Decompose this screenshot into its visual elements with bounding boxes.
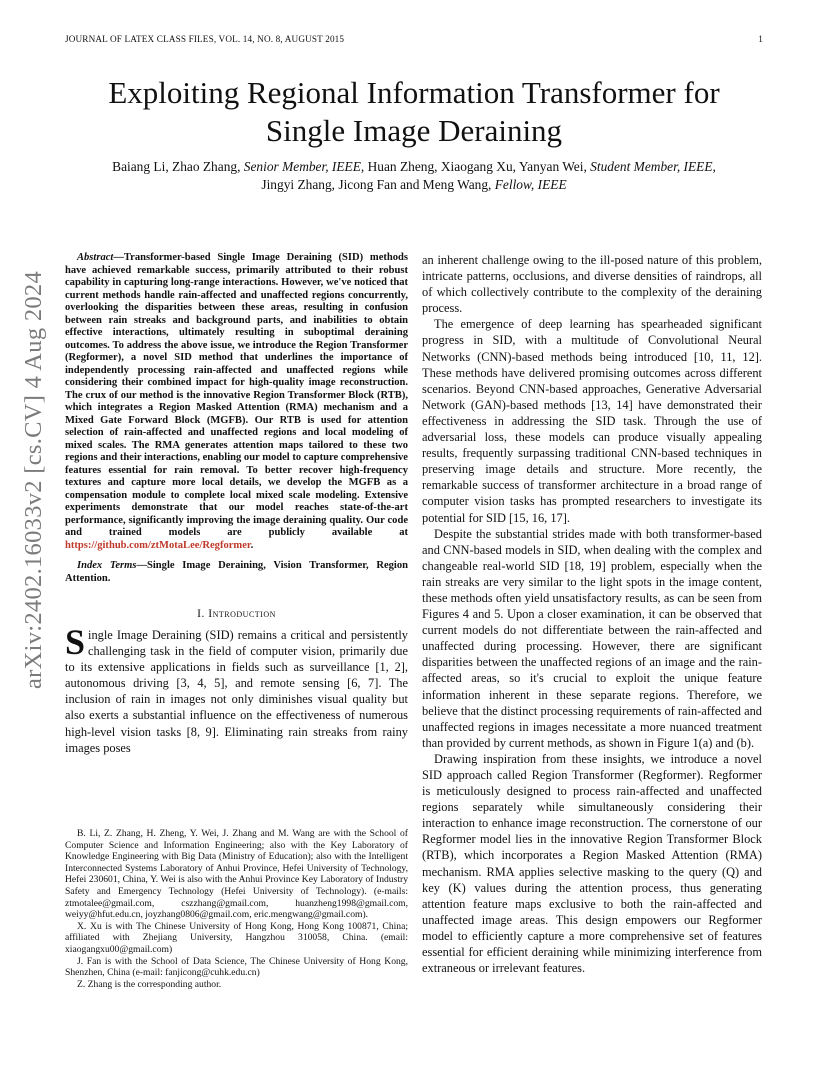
dropcap-letter: S: [65, 622, 86, 662]
index-terms-text: —Single Image Deraining, Vision Transformer, Region Attention.: [65, 560, 408, 584]
right-paragraph-1: The emergence of deep learning has spearheaded significant progress in SID, with a multitude of Convolutional Neural Networks (CNN)-based methods being introduced [10, 11, 12]. These methods have delivered promising outcomes across different scenarios. Beyond CNN-based approaches, Generative Adversarial Network (GAN)-based methods [13, 14] have demonstrated their effectiveness in addressing the SID task. Through the use of adversarial loss, these models can produce visually appealing results, frequently surpassing traditional CNN-based techniques in preserving image details and structure. More recently, the remarkable success of transformer architecture in a broad range of computer vision tasks has prompted researchers to investigate its potential for SID [15, 16, 17].: [422, 317, 762, 525]
index-terms: [65, 560, 408, 585]
left-column: [65, 252, 408, 756]
right-paragraph-2: Despite the substantial strides made with both transformer-based and CNN-based models in SID, when dealing with the complex and changeable real-world SID [18, 19] problem, especially when the rain streaks are very similar to the light spots in the image content, these methods often yield unsatisfactory results, as can be seen from Figures 4 and 5. Upon a closer examination, it can be observed that current models do not differentiate between the rain-affected and unaffected during processing. However, there are significant disparities between the unaffected regions of an image and the rain-affected areas, so it's crucial to exploit the unique feature information inherent in these separate regions. Therefore, we believe that the distinct processing requirements of rain-affected and unaffected regions in images necessitate a more nuanced treatment than provided by current methods, as shown in Figure 1(a) and (b).: [422, 526, 762, 750]
arxiv-identifier-text: arXiv:2402.16033v2 [cs.CV] 4 Aug 2024: [20, 270, 47, 690]
arxiv-identifier-stamp: [14, 270, 54, 690]
paper-title: [60, 74, 768, 150]
author-names-2: Huan Zheng, Xiaogang Xu, Yanyan Wei,: [364, 159, 591, 174]
author-membership-fellow: Fellow, IEEE: [494, 177, 567, 192]
author-list: [60, 158, 768, 194]
author-membership-student: Student Member, IEEE,: [590, 159, 716, 174]
abstract-label: Abstract: [77, 252, 114, 263]
page-number: 1: [758, 34, 763, 44]
section-numeral: I.: [197, 607, 209, 620]
abstract-end: .: [250, 539, 254, 551]
author-names-3: Jingyi Zhang, Jicong Fan and Meng Wang,: [261, 177, 495, 192]
author-line-1: [60, 158, 768, 176]
author-line-2: [60, 176, 768, 194]
section-heading-introduction: [65, 607, 408, 620]
code-repository-link[interactable]: https://github.com/ztMotaLee/Regformer: [65, 539, 251, 551]
footnote-affiliation-2: X. Xu is with The Chinese University of Hong Kong, Hong Kong 100871, China; affiliated with Zhejiang University, Hangzhou 310058, China. (email: xiaogangxu00@gmail.com): [65, 920, 408, 955]
right-paragraph-3: Drawing inspiration from these insights, we introduce a novel SID approach called Region Transformer (Regformer). Regformer is meticulously designed to process rain-affected and unaffected regions separately while simultaneously considering their interaction to enhance image reconstruction. The cornerstone of our Regformer model lies in the innovative Region Transformer Block (RTB), which incorporates a Region Masked Attention (RMA) mechanism. RMA applies selective masking to the query (Q) and key (K) values during the attention process, thus generating attention feature maps exclusive to both the rain-affected and unaffected image areas. This design empowers our Regformer model to efficiently capture a more comprehensive set of features essential for efficient deraining while minimizing interference from extraneous or irrelevant features.: [422, 751, 762, 976]
footnote-affiliation-1: B. Li, Z. Zhang, H. Zheng, Y. Wei, J. Zhang and M. Wang are with the School of Computer Science and Information Engineering; also with the Key Laboratory of Knowledge Engineering with Big Data (Ministry of Education); also with the Intelligent Interconnected Systems Laboratory of Anhui Province, Hefei University of Technology, Hefei 230601, China, Y. Wei is also with the Anhui Province Key Laboratory of Industry Safety and Emergency Technology (Hefei University of Technology). (e-mails: ztmotalee@gmail.com, cszzhang@gmail.com, huanzheng1998@gmail.com, weiyy@hfut.edu.cn, joyzhang0806@gmail.com, eric.mengwang@gmail.com).: [65, 828, 408, 921]
author-footnotes: [65, 828, 408, 990]
journal-header: JOURNAL OF LATEX CLASS FILES, VOL. 14, NO. 8, AUGUST 2015: [65, 34, 345, 44]
footnote-affiliation-3: J. Fan is with the School of Data Science, The Chinese University of Hong Kong, Shenzhen, China (e-mail: fanjicong@cuhk.edu.cn): [65, 955, 408, 979]
footnote-corresponding-author: Z. Zhang is the corresponding author.: [77, 978, 222, 990]
intro-paragraph-1-text: ingle Image Deraining (SID) remains a critical and persistently challenging task in the field of computer vision, primarily due to its extensive applications in fields such as surveillance [1, 2], autonomous driving [3, 4, 5], and remote sensing [6, 7]. The inclusion of rain in images not only diminishes visual quality but also exerts a substantial influence on the effectiveness of numerous high-level vision tasks [8, 9]. Eliminating rain streaks from rainy images poses: [65, 628, 408, 755]
author-names-1: Baiang Li, Zhao Zhang,: [112, 159, 244, 174]
abstract: [65, 252, 408, 552]
author-membership-senior: Senior Member, IEEE,: [243, 159, 365, 174]
right-column: [422, 252, 762, 976]
title-line-2: Single Image Deraining: [265, 113, 563, 148]
intro-paragraph-1: [65, 622, 408, 756]
title-line-1: Exploiting Regional Information Transformer for: [108, 75, 720, 110]
abstract-text: —Transformer-based Single Image Deraining (SID) methods have achieved remarkable success, primarily attributed to their robust capability in capturing long-range interactions. However, we've noticed that current methods handle rain-affected and unaffected regions concurrently, overlooking the disparities between these areas, resulting in confusion between rain streaks and background parts, and inabilities to obtain effective interactions, ultimately resulting in suboptimal deraining outcomes. To address the above issue, we introduce the Region Transformer (Regformer), a novel SID method that underlines the importance of independently processing rain-affected and unaffected regions while considering their combined impact for high-quality image reconstruction. The crux of our method is the innovative Region Transformer Block (RTB), which integrates a Region Masked Attention (RMA) mechanism and a Mixed Gate Forward Block (MGFB). Our RTB is used for attention selection of rain-affected and unaffected regions and local modeling of mixed scales. The RMA generates attention maps tailored to these two regions and their interactions, enabling our model to capture comprehensive features essential for rain removal. To better recover high-frequency textures and capture more local details, we develop the MGFB as a compensation module to complete local mixed scale modeling. Extensive experiments demonstrate that our model reaches state-of-the-art performance, significantly improving the image deraining quality. Our code and trained models are publicly available at: [65, 252, 408, 538]
introduction-body: [65, 622, 408, 756]
index-terms-label: Index Terms: [77, 560, 137, 571]
section-name: Introduction: [208, 607, 276, 620]
right-paragraph-0: an inherent challenge owing to the ill-posed nature of this problem, intricate patterns, occlusions, and diverse densities of raindrops, all of which collectively contribute to the complexity of the deraining process.: [422, 253, 762, 316]
